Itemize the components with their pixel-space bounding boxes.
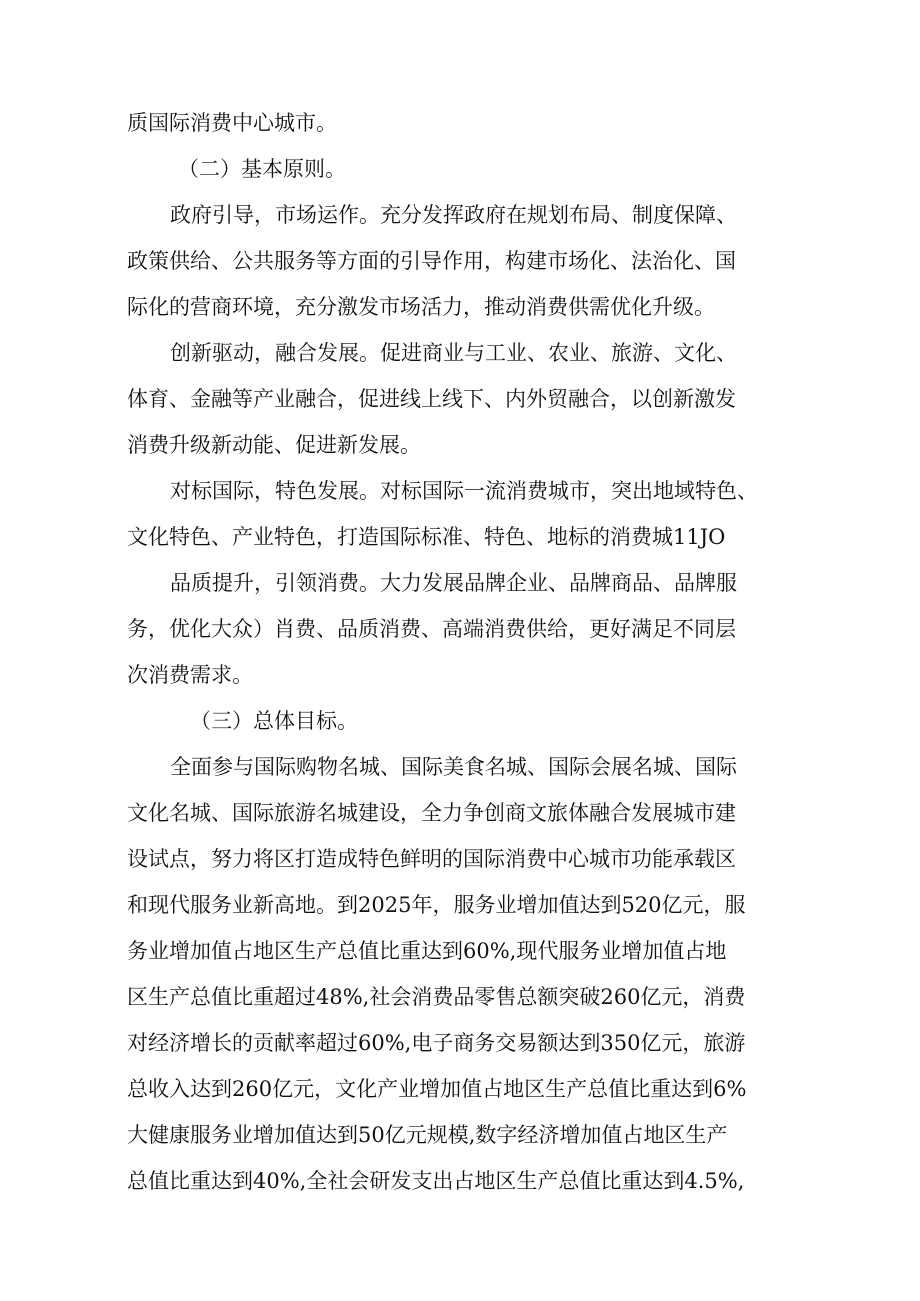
text-line [0,744,920,790]
text-line [0,422,920,468]
text-line [0,974,920,1020]
text-line [0,284,920,330]
line-text: 质国际消费中心城市。 [127,111,337,135]
line-text: 文化名城、国际旅游名城建设，全力争创商文旅体融合发展城市建 [127,801,736,825]
line-text: 创新驱动，融合发展。促进商业与工业、农业、旅游、文化、 [170,341,737,365]
text-line [0,1112,920,1158]
line-text: 务业增加值占地区生产总值比重达到60%,现代服务业增加值占地 [127,939,727,963]
line-text: 体育、金融等产业融合，促进线上线下、内外贸融合，以创新激发 [127,387,736,411]
text-line [0,606,920,652]
text-line [0,468,920,514]
line-text: 务，优化大众）肖费、品质消费、高端消费供给，更好满足不同层 [127,617,736,641]
text-line [0,376,920,422]
text-line [0,238,920,284]
text-line [0,100,920,146]
line-text: 对标国际，特色发展。对标国际一流消费城市，突出地域特色、 [170,479,758,503]
line-text: 品质提升，引领消费。大力发展品牌企业、品牌商品、品牌服 [170,571,737,595]
text-line [0,928,920,974]
text-line [0,1066,920,1112]
section-heading [0,698,920,744]
text-line [0,514,920,560]
text-line [0,882,920,928]
line-text: 大健康服务业增加值达到50亿元规模,数字经济增加值占地区生产 [127,1123,728,1147]
text-line [0,1020,920,1066]
text-line [0,192,920,238]
line-text: 次消费需求。 [127,663,253,687]
line-text: （二）基本原则。 [178,157,346,181]
line-text: 文化特色、产业特色，打造国际标准、特色、地标的消费城11JO [127,525,726,549]
text-line [0,330,920,376]
line-text: 际化的营商环境，充分激发市场活力，推动消费供需优化升级。 [127,295,715,319]
line-text: 政策供给、公共服务等方面的引导作用，构建市场化、法治化、国 [127,249,736,273]
line-text: 区生产总值比重超过48%,社会消费品零售总额突破260亿元，消费 [127,985,746,1009]
line-text: 消费升级新动能、促进新发展。 [127,433,421,457]
line-text: 和现代服务业新高地。到2025年，服务业增加值达到520亿元，服 [127,893,746,917]
text-line [0,836,920,882]
line-text: 总值比重达到40%,全社会研发支出占地区生产总值比重达到4.5%, [127,1169,745,1193]
line-text: 总收入达到260亿元，文化产业增加值占地区生产总值比重达到6% [127,1077,747,1101]
text-line [0,652,920,698]
text-line [0,1158,920,1204]
section-heading [0,146,920,192]
text-line [0,790,920,836]
line-text: （三）总体目标。 [190,709,358,733]
line-text: 全面参与国际购物名城、国际美食名城、国际会展名城、国际 [170,755,737,779]
line-text: 政府引导，市场运作。充分发挥政府在规划布局、制度保障、 [170,203,737,227]
line-text: 设试点，努力将区打造成特色鲜明的国际消费中心城市功能承载区 [127,847,736,871]
line-text: 对经济增长的贡献率超过60%,电子商务交易额达到350亿元，旅游 [127,1031,746,1055]
text-line [0,560,920,606]
